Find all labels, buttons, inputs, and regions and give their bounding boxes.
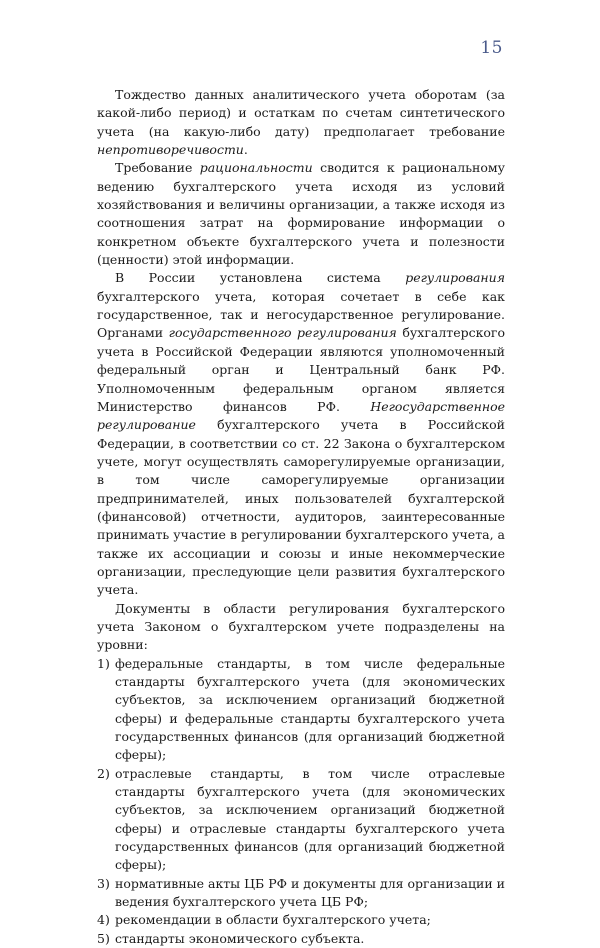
list-number: 4) — [97, 912, 110, 928]
paragraph-regulation — [97, 269, 505, 599]
list-item — [97, 930, 505, 948]
list-number: 2) — [97, 765, 110, 781]
list-item — [97, 911, 505, 929]
paragraph-rationality — [97, 159, 505, 269]
paragraph-document-levels — [97, 600, 505, 655]
term-state-regulation: государственного регулирования — [168, 325, 397, 341]
list-item — [97, 765, 505, 875]
text-run: сводится к рациональному ведению бухгалтерского учета исходя из условий хозяйствования и величины организации, а также исходя из соотношения затрат на формирование информации о конкретном объекте бухгалтерского учета и полезности (ценности) этой информации. — [97, 160, 505, 268]
list-number: 1) — [97, 655, 110, 671]
text-run: В России установлена система — [115, 270, 406, 286]
list-item-text: рекомендации в области бухгалтерского учета; — [115, 912, 431, 928]
text-run: Тождество данных аналитического учета оборотам (за какой-либо период) и остаткам по счетам синтетического учета (на какую-либо дату) предполагает требование — [97, 87, 505, 139]
text-run: Документы в области регулирования бухгалтерского учета Законом о бухгалтерском учете подразделены на уровни: — [97, 600, 505, 653]
text-run: . — [243, 142, 248, 158]
text-run: бухгалтерского учета в Российской Федерации, в соответствии со ст. 22 Закона о бухгалтерском учете, могут осуществлять саморегулируемые организации, в том числе саморегулируемые организации предпринимателей, иных пользователей бухгалтерской (финансовой) отчетности, аудиторов, заинтересованные принимать участие в регулировании бухгалтерского учета, а также их ассоциации и союзы и иные некоммерческие организации, преследующие цели развития бухгалтерского учета. — [97, 417, 505, 598]
text-run: бухгалтерского учета в Российской Федерации являются уполномоченный федеральный орган и Центральный банк РФ. Уполномоченным федеральным органом является Министерство финансов РФ. — [97, 325, 506, 414]
term-non-state-regulation: Негосударственное регулирование — [97, 398, 505, 433]
list-number: 3) — [97, 875, 110, 891]
page-number: 15 — [480, 38, 503, 58]
list-number: 5) — [97, 930, 110, 946]
term-regulation: регулирования — [405, 270, 505, 286]
term-rationality: рациональности — [199, 160, 313, 176]
paragraph-consistency — [97, 86, 505, 159]
page-body — [97, 86, 505, 948]
text-run: бухгалтерского учета, которая сочетает в себе как государственное, так и негосударственное регулирование. Органами — [97, 288, 505, 341]
list-item-text: федеральные стандарты, в том числе федеральные стандарты бухгалтерского учета (для экономических субъектов, за исключением организаций бюджетной сферы) и федеральные стандарты бухгалтерского учета государственных финансов (для организаций бюджетной сферы); — [115, 655, 505, 763]
list-item-text: отраслевые стандарты, в том числе отраслевые стандарты бухгалтерского учета (для экономических субъектов, за исключением организаций бюджетной сферы) и отраслевые стандарты бухгалтерского учета государственных финансов (для организаций бюджетной сферы); — [115, 765, 505, 873]
list-item-text: стандарты экономического субъекта. — [115, 930, 365, 946]
list-item-text: нормативные акты ЦБ РФ и документы для организации и ведения бухгалтерского учета ЦБ РФ; — [115, 875, 505, 910]
list-item — [97, 655, 505, 765]
text-run: Требование — [115, 160, 200, 176]
levels-list — [97, 655, 505, 948]
list-item — [97, 875, 505, 912]
term-non-contradiction: непротиворечивости — [97, 142, 244, 158]
